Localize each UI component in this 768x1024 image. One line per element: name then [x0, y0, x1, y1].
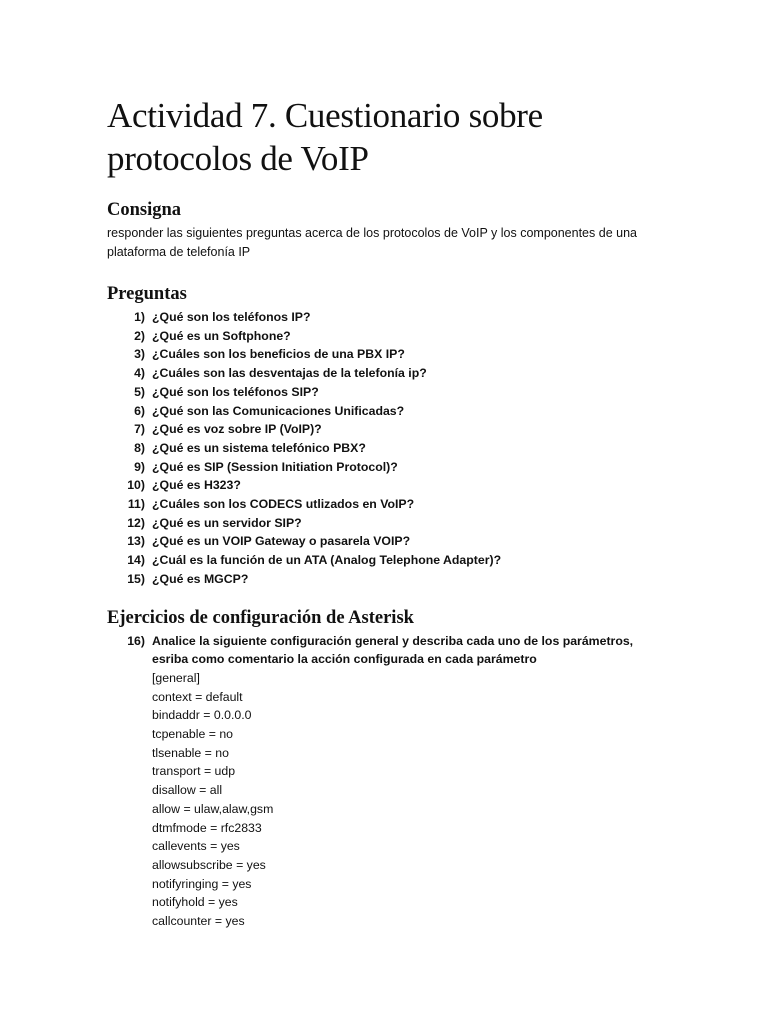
list-item [107, 420, 667, 439]
list-item [107, 402, 667, 421]
item-text: ¿Qué son los teléfonos SIP? [152, 384, 319, 399]
page-title: Actividad 7. Cuestionario sobre protocolos de VoIP [107, 96, 543, 178]
list-item [107, 383, 667, 402]
question-list [107, 308, 667, 589]
list-item [107, 364, 667, 383]
item-number: 12) [127, 515, 145, 530]
item-text: ¿Qué es voz sobre IP (VoIP)? [152, 422, 322, 437]
list-item [107, 570, 667, 589]
item-number: 14) [127, 553, 145, 568]
ejercicios-heading: Ejercicios de configuración de Asterisk [107, 607, 414, 628]
item-number: 2) [134, 328, 145, 343]
item-text: Analice la siguiente configuración general y describa cada uno de los parámetros, esriba como comentario la acción configurada en cada parámetro [152, 633, 634, 667]
config-line: notifyhold = yes [152, 895, 238, 910]
list-item [107, 308, 667, 327]
item-text: ¿Cuáles son los CODECS utlizados en VoIP? [152, 497, 415, 512]
item-text: ¿Qué es un sistema telefónico PBX? [152, 440, 366, 455]
item-text: ¿Qué es un VOIP Gateway o pasarela VOIP? [152, 534, 411, 549]
document-page [107, 94, 667, 931]
config-line: tcpenable = no [152, 727, 234, 742]
config-line: [general] [152, 670, 200, 685]
list-item [107, 532, 667, 551]
item-text: ¿Qué es un servidor SIP? [152, 515, 302, 530]
exercise-list [107, 632, 667, 669]
item-number: 9) [134, 459, 145, 474]
list-item [107, 458, 667, 477]
list-item [107, 514, 667, 533]
config-line: callcounter = yes [152, 914, 245, 929]
list-item [107, 476, 667, 495]
item-number: 13) [127, 534, 145, 549]
item-number: 4) [134, 366, 145, 381]
config-line: transport = udp [152, 764, 236, 779]
item-text: ¿Qué es H323? [152, 478, 241, 493]
item-number: 6) [134, 403, 145, 418]
config-line: disallow = all [152, 783, 223, 798]
item-text: ¿Qué es SIP (Session Initiation Protocol)? [152, 459, 398, 474]
item-text: ¿Qué es un Softphone? [152, 328, 291, 343]
list-item [107, 439, 667, 458]
item-number: 7) [134, 422, 145, 437]
item-text: ¿Cuáles son los beneficios de una PBX IP? [152, 347, 405, 362]
config-block [107, 669, 667, 931]
consigna-heading: Consigna [107, 200, 182, 220]
config-line: bindaddr = 0.0.0.0 [152, 708, 252, 723]
item-number: 5) [134, 384, 145, 399]
consigna-text: responder las siguientes preguntas acerca de los protocolos de VoIP y los componentes de una plataforma de telefonía IP [107, 226, 637, 259]
item-text: ¿Qué es MGCP? [152, 571, 249, 586]
list-item [107, 551, 667, 570]
config-line: allowsubscribe = yes [152, 857, 266, 872]
config-line: tlsenable = no [152, 745, 229, 760]
item-text: ¿Cuáles son las desventajas de la telefonía ip? [152, 366, 427, 381]
item-number: 11) [127, 497, 145, 512]
config-line: context = default [152, 689, 243, 704]
item-number: 1) [134, 310, 145, 324]
config-line: callevents = yes [152, 839, 240, 854]
item-text: ¿Qué son los teléfonos IP? [152, 310, 311, 324]
item-number: 16) [127, 633, 145, 648]
item-text: ¿Qué son las Comunicaciones Unificadas? [152, 403, 405, 418]
item-number: 3) [134, 347, 145, 362]
preguntas-heading: Preguntas [107, 284, 187, 304]
config-line: notifyringing = yes [152, 876, 252, 891]
list-item [107, 632, 667, 669]
list-item [107, 495, 667, 514]
list-item [107, 345, 667, 364]
item-number: 8) [134, 440, 145, 455]
item-text: ¿Cuál es la función de un ATA (Analog Telephone Adapter)? [152, 553, 502, 568]
list-item [107, 327, 667, 346]
config-line: dtmfmode = rfc2833 [152, 820, 262, 835]
item-number: 15) [127, 571, 145, 586]
config-line: allow = ulaw,alaw,gsm [152, 801, 274, 816]
item-number: 10) [127, 478, 145, 493]
